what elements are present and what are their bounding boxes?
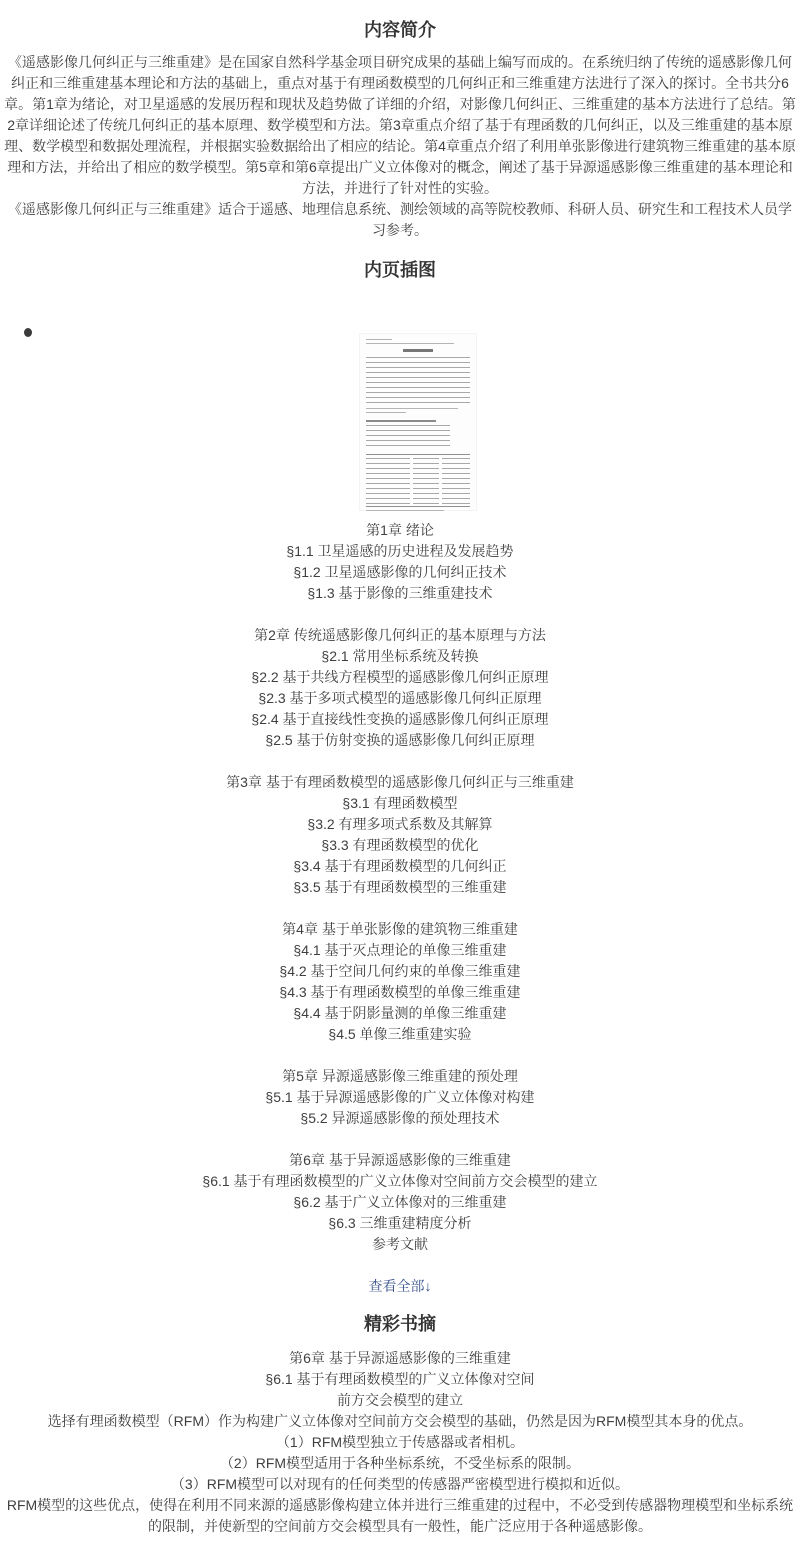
- view-all-link[interactable]: 查看全部↓: [368, 1278, 432, 1294]
- toc-entry: 第6章 基于异源遥感影像的三维重建: [289, 1152, 511, 1168]
- excerpt-line: §6.1 基于有理函数模型的广义立体像对空间: [265, 1371, 535, 1387]
- section-inside-illustrations: [0, 241, 800, 472]
- toc-entry: 第4章 基于单张影像的建筑物三维重建: [282, 921, 518, 937]
- toc-entry: §2.3 基于多项式模型的遥感影像几何纠正原理: [258, 690, 542, 706]
- toc-entry: 第2章 传统遥感影像几何纠正的基本原理与方法: [254, 627, 546, 643]
- toc-entry: 参考文献: [372, 1236, 428, 1252]
- excerpt-line: 前方交会模型的建立: [337, 1392, 463, 1408]
- scan-decoration: [366, 343, 454, 344]
- intro-paragraph: 《遥感影像几何纠正与三维重建》是在国家自然科学基金项目研究成果的基础上编写而成的。在系统归纳了传统的遥感影像几何纠正和三维重建基本理论和方法的基础上，重点对基于有理函数模型的几何纠正和三维重建方法进行了深入的探讨。全书共分6章。第1章为绪论，对卫星遥感的发展历程和现状及趋势做了详细的介绍，对影像几何纠正、三维重建的基本方法进行了总结。第2章详细论述了传统几何纠正的基本原理、数学模型和方法。第3章重点介绍了基于有理函数的几何纠正，以及三维重建的基本原理、数学模型和数据处理流程，并根据实验数据给出了相应的结论。第4章重点介绍了利用单张影像进行建筑物三维重建的基本原理和方法，并给出了相应的数学模型。第5章和第6章提出广义立体像对的概念，阐述了基于异源遥感影像三维重建的基本理论和方法，并进行了针对性的实验。: [4, 54, 796, 196]
- toc-entry: §3.1 有理函数模型: [342, 795, 458, 811]
- section-book-excerpt: [0, 1297, 800, 1547]
- toc-entry: §2.1 常用坐标系统及转换: [321, 648, 479, 664]
- toc-entry: §6.2 基于广义立体像对的三维重建: [293, 1194, 507, 1210]
- section-table-of-contents: [0, 472, 800, 1297]
- toc-chapter-group: [0, 520, 800, 604]
- toc-chapter-group: [0, 919, 800, 1045]
- toc-entry: 第5章 异源遥感影像三维重建的预处理: [282, 1068, 518, 1084]
- book-copyright-page-image[interactable]: [360, 334, 476, 510]
- toc-entry: §5.1 基于异源遥感影像的广义立体像对构建: [265, 1089, 535, 1105]
- intro-audience-paragraph: 《遥感影像几何纠正与三维重建》适合于遥感、地理信息系统、测绘领域的高等院校教师、科研人员、研究生和工程技术人员学习参考。: [8, 201, 792, 238]
- toc-list: [0, 520, 800, 1255]
- toc-entry: §4.5 单像三维重建实验: [328, 1026, 472, 1042]
- excerpt-line: （3）RFM模型可以对现有的任何类型的传感器严密模型进行模拟和近似。: [170, 1476, 630, 1492]
- toc-entry: §3.4 基于有理函数模型的几何纠正: [293, 858, 507, 874]
- toc-entry: §1.1 卫星遥感的历史进程及发展趋势: [286, 543, 514, 559]
- toc-entry: §4.2 基于空间几何约束的单像三维重建: [279, 963, 521, 979]
- toc-entry: §1.2 卫星遥感影像的几何纠正技术: [293, 564, 507, 580]
- excerpt-line: （1）RFM模型独立于传感器或者相机。: [275, 1434, 525, 1450]
- scan-decoration: [366, 506, 470, 507]
- toc-chapter-group: [0, 1066, 800, 1129]
- toc-entry: §1.3 基于影像的三维重建技术: [307, 585, 493, 601]
- illustrations-title: 内页插图: [364, 260, 436, 280]
- toc-chapter-group: [0, 1150, 800, 1255]
- toc-entry: §6.1 基于有理函数模型的广义立体像对空间前方交会模型的建立: [202, 1173, 598, 1189]
- toc-entry: §2.5 基于仿射变换的遥感影像几何纠正原理: [265, 732, 535, 748]
- excerpt-title: 精彩书摘: [364, 1314, 436, 1334]
- toc-entry: §4.3 基于有理函数模型的单像三维重建: [279, 984, 521, 1000]
- toc-entry: §3.5 基于有理函数模型的三维重建: [293, 879, 507, 895]
- excerpt-line: RFM模型的这些优点，使得在利用不同来源的遥感影像构建立体并进行三维重建的过程中，不必受到传感器物理模型和坐标系统的限制，并使新型的空间前方交会模型具有一般性，能广泛应用于各种遥感影像。: [6, 1497, 794, 1534]
- toc-entry: 第1章 绪论: [366, 522, 434, 538]
- excerpt-line: 选择有理函数模型（RFM）作为构建广义立体像对空间前方交会模型的基础，仍然是因为RFM模型其本身的优点。: [47, 1413, 753, 1429]
- scan-decoration: [366, 339, 392, 340]
- toc-entry: §4.4 基于阴影量测的单像三维重建: [293, 1005, 507, 1021]
- scan-decoration: [366, 408, 458, 409]
- toc-entry: §2.4 基于直接线性变换的遥感影像几何纠正原理: [251, 711, 549, 727]
- toc-chapter-group: [0, 625, 800, 751]
- list-bullet-icon: [24, 328, 32, 337]
- section-content-intro: [0, 0, 800, 241]
- content-intro-title: 内容简介: [364, 20, 436, 40]
- scan-decoration: [366, 357, 470, 405]
- scan-decoration: [366, 454, 470, 455]
- toc-entry: §3.2 有理多项式系数及其解算: [307, 816, 493, 832]
- toc-chapter-group: [0, 772, 800, 898]
- excerpt-line: 第6章 基于异源遥感影像的三维重建: [289, 1350, 511, 1366]
- toc-entry: §6.3 三维重建精度分析: [328, 1215, 472, 1231]
- toc-entry: §4.1 基于灭点理论的单像三维重建: [293, 942, 507, 958]
- scan-decoration: [366, 425, 450, 449]
- toc-entry: §3.3 有理函数模型的优化: [321, 837, 479, 853]
- excerpt-body: [0, 1348, 800, 1547]
- toc-entry: §2.2 基于共线方程模型的遥感影像几何纠正原理: [251, 669, 549, 685]
- scan-decoration: [366, 420, 436, 422]
- scan-decoration: [366, 458, 470, 504]
- toc-entry: §5.2 异源遥感影像的预处理技术: [300, 1110, 500, 1126]
- scan-decoration: [403, 349, 433, 352]
- excerpt-line: （2）RFM模型适用于各种坐标系统，不受坐标系的限制。: [219, 1455, 581, 1471]
- scan-decoration: [366, 510, 444, 511]
- toc-entry: 第3章 基于有理函数模型的遥感影像几何纠正与三维重建: [226, 774, 574, 790]
- scan-decoration: [366, 412, 406, 413]
- illustration-row: [0, 288, 800, 472]
